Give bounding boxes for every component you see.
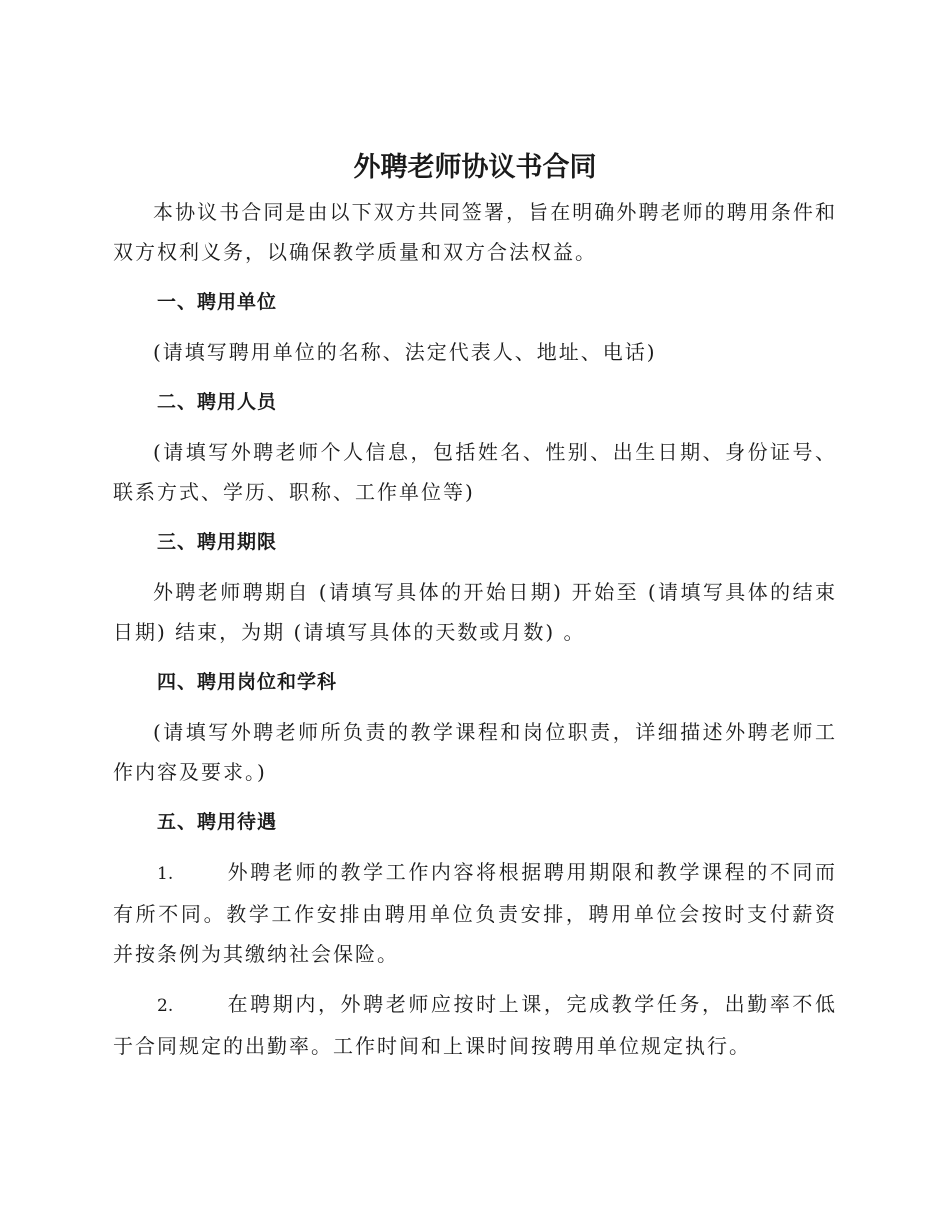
list-item-text: 在聘期内，外聘老师应按时上课，完成教学任务，出勤率不低于合同规定的出勤率。工作时间和上课时间按聘用单位规定执行。	[113, 992, 837, 1058]
list-item-text: 外聘老师的教学工作内容将根据聘用期限和教学课程的不同而有所不同。教学工作安排由聘用单位负责安排，聘用单位会按时支付薪资并按条例为其缴纳社会保险。	[113, 860, 837, 966]
list-item	[113, 984, 837, 1066]
list-item	[113, 852, 837, 974]
section-body-employee: (请填写外聘老师个人信息，包括姓名、性别、出生日期、身份证号、联系方式、学历、职称、工作单位等)	[113, 440, 837, 504]
section-heading-compensation: 五、聘用待遇	[157, 811, 278, 833]
section-heading-employer: 一、聘用单位	[157, 291, 278, 313]
list-item-number: 2.	[157, 996, 174, 1016]
section-body-position: (请填写外聘老师所负责的教学课程和岗位职责，详细描述外聘老师工作内容及要求。)	[113, 720, 837, 784]
document-title: 外聘老师协议书合同	[353, 152, 597, 183]
section-heading-employee: 二、聘用人员	[157, 391, 278, 413]
section-body-employer: (请填写聘用单位的名称、法定代表人、地址、电话)	[153, 340, 657, 364]
section-heading-position: 四、聘用岗位和学科	[157, 671, 338, 693]
document-page	[113, 148, 837, 1066]
section-heading-term: 三、聘用期限	[157, 531, 278, 553]
list-item-number: 1.	[157, 864, 174, 884]
section-body-term: 外聘老师聘期自 (请填写具体的开始日期) 开始至 (请填写具体的结束日期) 结束，为期 (请填写具体的天数或月数) 。	[113, 580, 837, 644]
intro-paragraph: 本协议书合同是由以下双方共同签署，旨在明确外聘老师的聘用条件和双方权利义务，以确保教学质量和双方合法权益。	[113, 200, 837, 264]
